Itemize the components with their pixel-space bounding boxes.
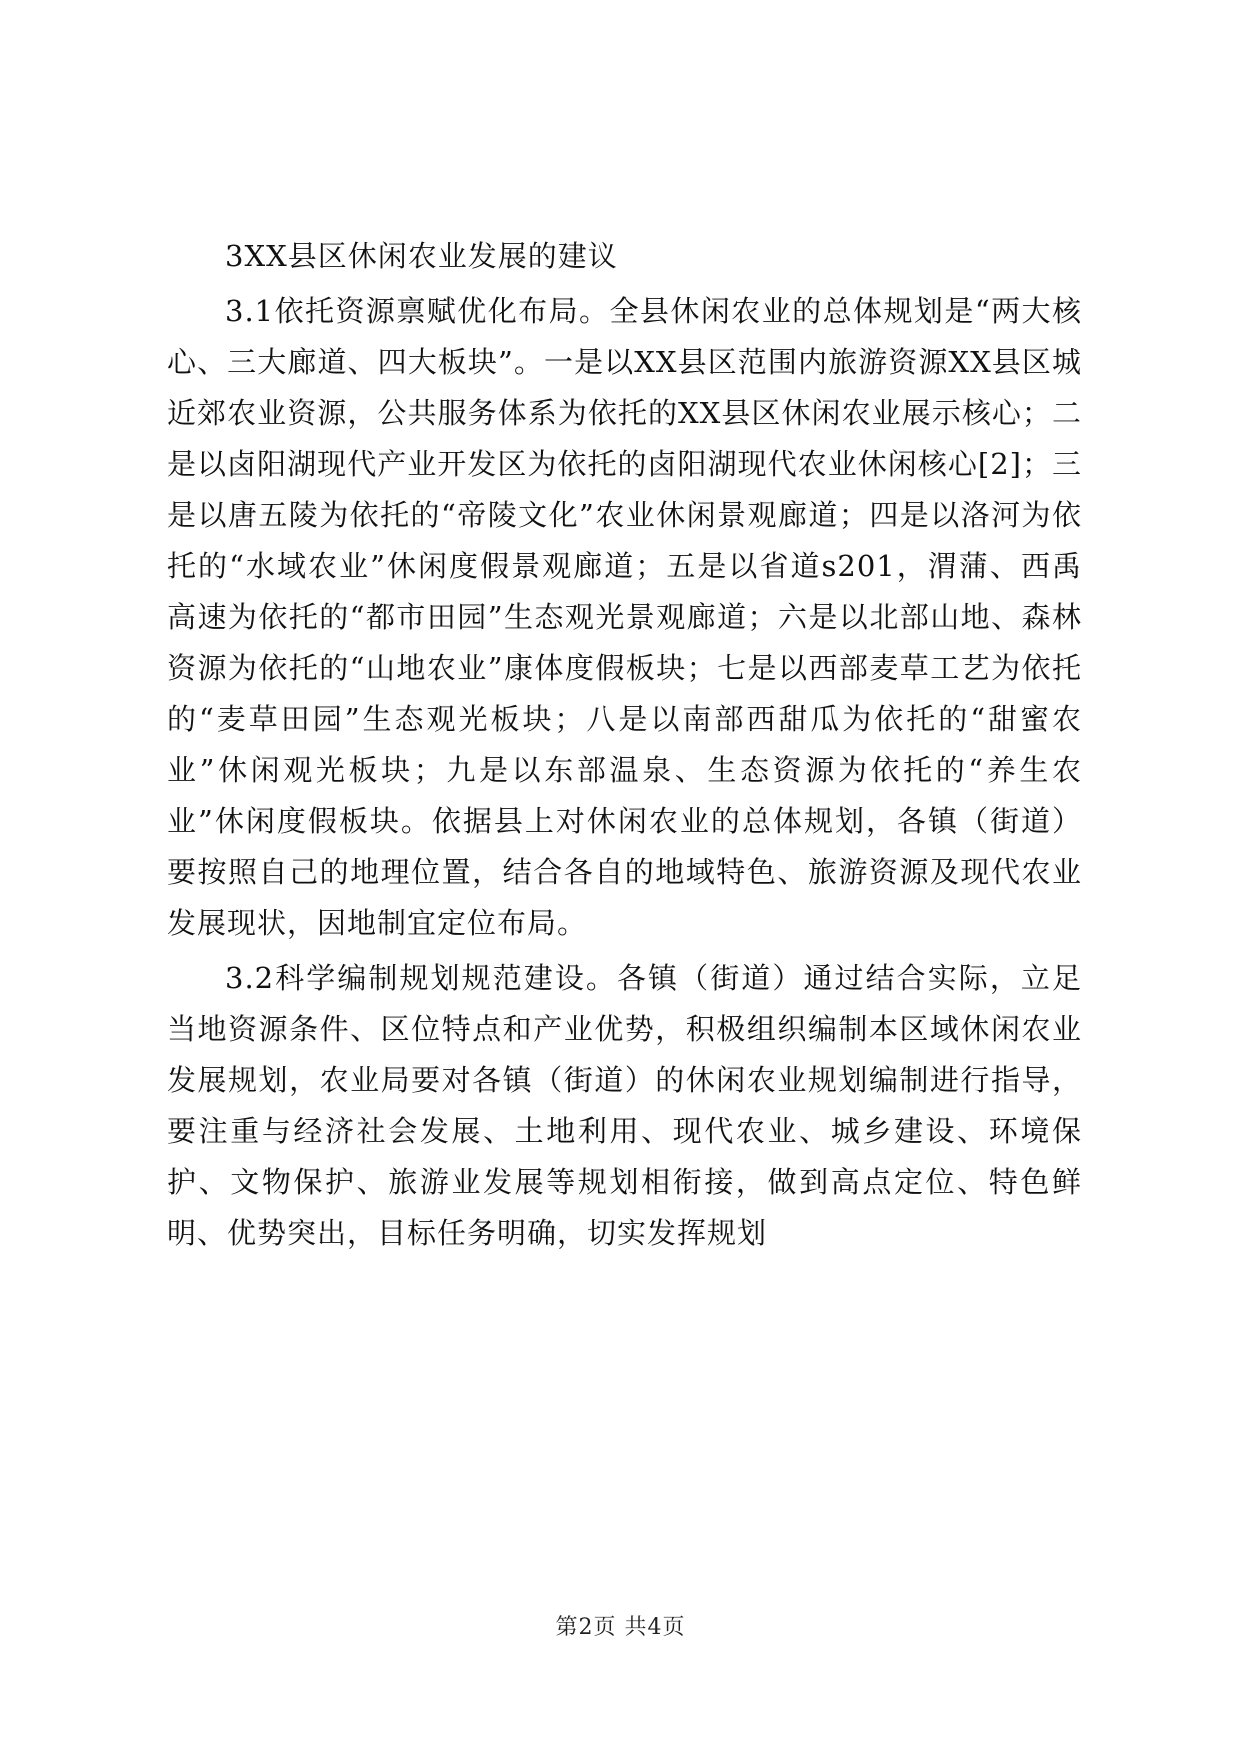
paragraph-3-2: 3.2科学编制规划规范建设。各镇（街道）通过结合实际，立足当地资源条件、区位特点和产业优势，积极组织编制本区域休闲农业发展规划，农业局要对各镇（街道）的休闲农业规划编制进行指导，要注重与经济社会发展、土地利用、现代农业、城乡建设、环境保护、文物保护、旅游业发展等规划相衔接，做到高点定位、特色鲜明、优势突出，目标任务明确，切实发挥规划 bbox=[167, 961, 1082, 1250]
paragraph-3-1: 3.1依托资源禀赋优化布局。全县休闲农业的总体规划是“两大核心、三大廊道、四大板块”。一是以XX县区范围内旅游资源XX县区城近郊农业资源，公共服务体系为依托的XX县区休闲农业展示核心；二是以卤阳湖现代产业开发区为依托的卤阳湖现代农业休闲核心[2]；三是以唐五陵为依托的“帝陵文化”农业休闲景观廊道；四是以洛河为依托的“水域农业”休闲度假景观廊道；五是以省道s201，渭蒲、西禹高速为依托的“都市田园”生态观光景观廊道；六是以北部山地、森林资源为依托的“山地农业”康体度假板块；七是以西部麦草工艺为依托的“麦草田园”生态观光板块；八是以南部西甜瓜为依托的“甜蜜农业”休闲观光板块；九是以东部温泉、生态资源为依托的“养生农业”休闲度假板块。依据县上对休闲农业的总体规划，各镇（街道）要按照自己的地理位置，结合各自的地域特色、旅游资源及现代农业发展现状，因地制宜定位布局。 bbox=[167, 294, 1082, 940]
section-heading: 3XX县区休闲农业发展的建议 bbox=[225, 239, 618, 273]
document-body bbox=[167, 226, 1082, 1259]
page-number-footer: 第2页 共4页 bbox=[555, 1615, 686, 1640]
